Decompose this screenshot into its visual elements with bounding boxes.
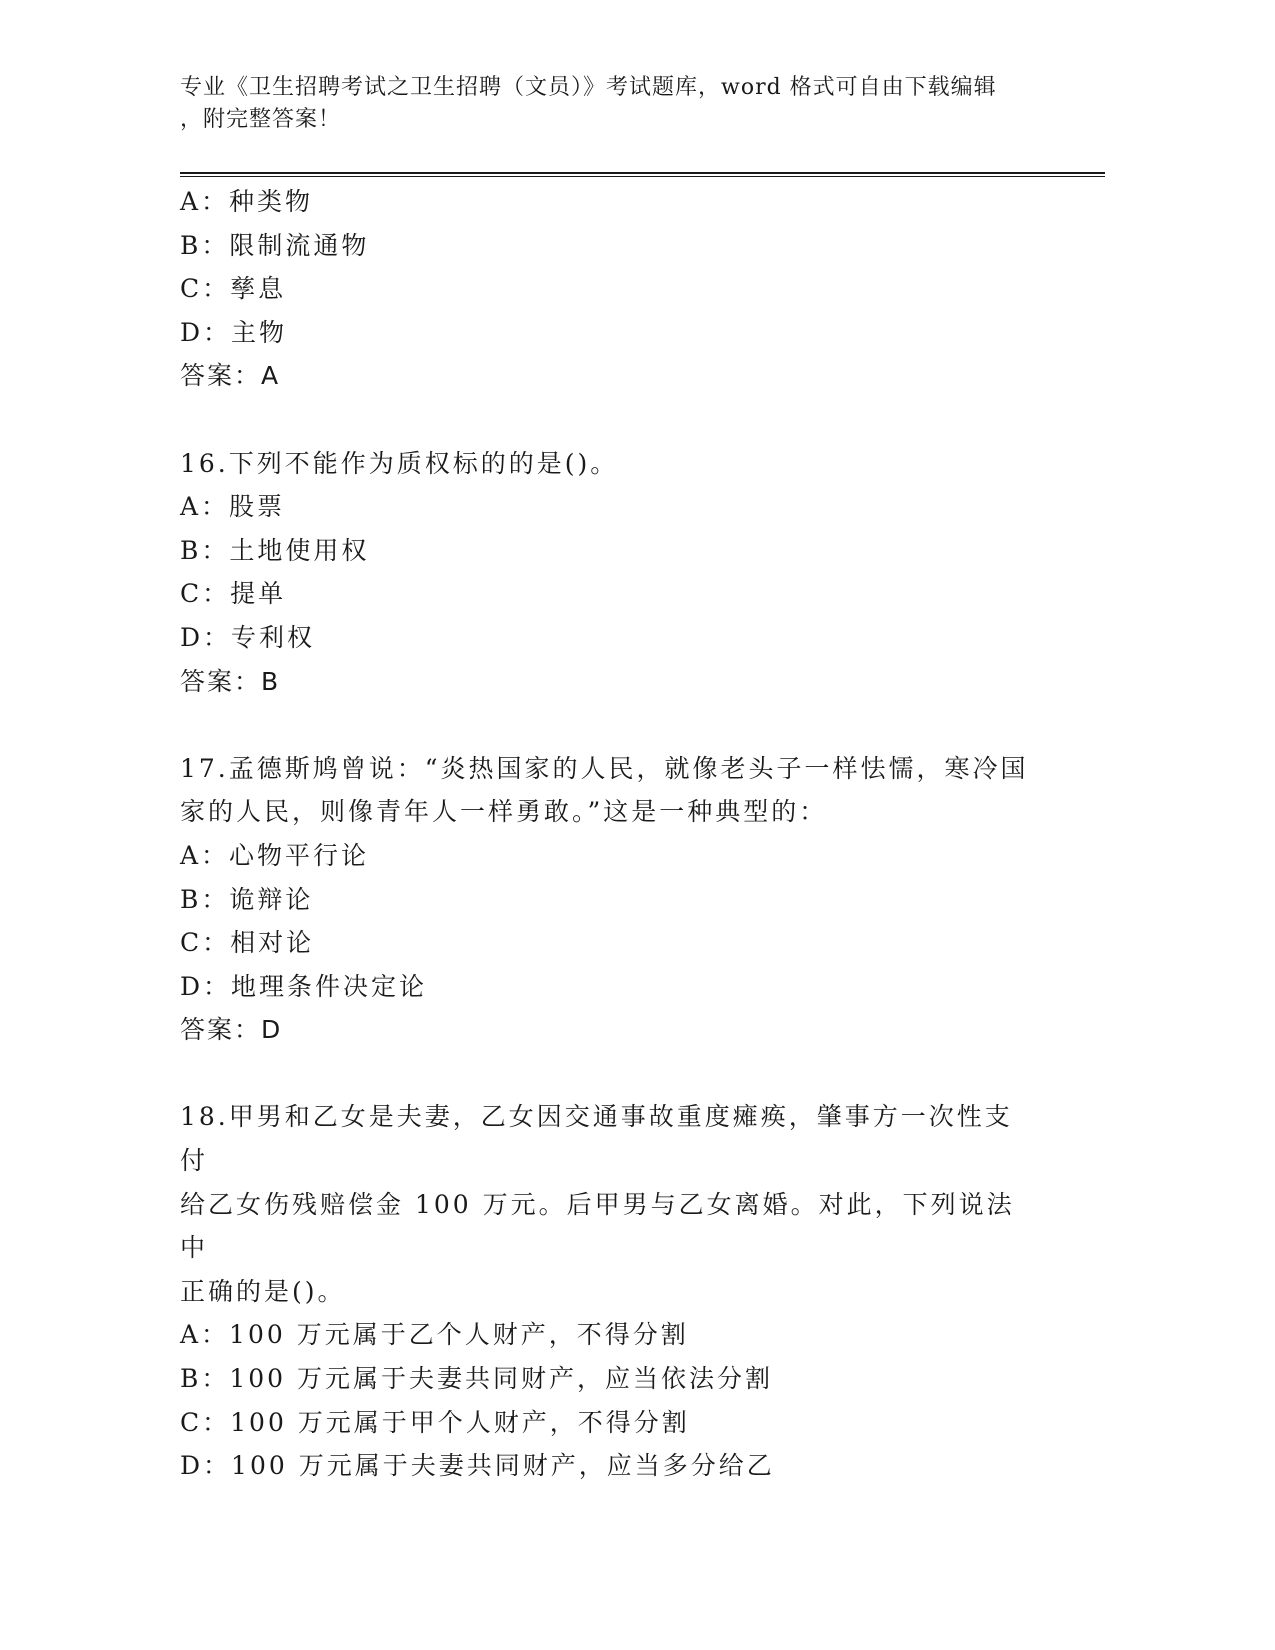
option-d: D：主物	[180, 317, 288, 347]
option-b: B：土地使用权	[180, 535, 370, 565]
document-header	[180, 72, 1040, 136]
question-15-options	[180, 180, 1040, 398]
spacer	[180, 398, 1040, 442]
option-c: C：相对论	[180, 928, 315, 958]
header-title-line-1: 专业《卫生招聘考试之卫生招聘（文员）》考试题库，word 格式可自由下载编辑	[180, 75, 997, 100]
option-b: B：诡辩论	[180, 884, 314, 914]
header-divider	[180, 172, 1105, 177]
spacer	[180, 1052, 1040, 1096]
header-title-line-2: ，附完整答案！	[180, 107, 342, 132]
answer-line: 答案：D	[180, 1015, 283, 1045]
option-d: D：100 万元属于夫妻共同财产，应当多分给乙	[180, 1451, 775, 1481]
spacer	[180, 703, 1040, 747]
question-list	[180, 180, 1040, 1488]
option-d: D：专利权	[180, 622, 316, 652]
question-stem: 16.下列不能作为质权标的的是()。	[180, 448, 619, 478]
answer-line: 答案：A	[180, 361, 281, 391]
question-17	[180, 747, 1040, 1052]
option-c: C：孳息	[180, 274, 287, 304]
question-stem-line-1: 18.甲男和乙女是夫妻，乙女因交通事故重度瘫痪，肇事方一次性支付	[180, 1102, 1013, 1176]
question-stem-line-3: 正确的是()。	[180, 1276, 346, 1306]
option-a: A：100 万元属于乙个人财产，不得分割	[180, 1320, 689, 1350]
question-18	[180, 1095, 1040, 1487]
question-stem-line-1: 17.孟德斯鸠曾说：“炎热国家的人民，就像老头子一样怯懦，寒冷国	[180, 753, 1029, 783]
option-b: B：100 万元属于夫妻共同财产，应当依法分割	[180, 1364, 774, 1394]
question-stem-line-2: 给乙女伤残赔偿金 100 万元。后甲男与乙女离婚。对此，下列说法中	[180, 1189, 1015, 1263]
answer-line: 答案：B	[180, 666, 281, 696]
option-d: D：地理条件决定论	[180, 971, 428, 1001]
option-a: A：心物平行论	[180, 840, 370, 870]
option-a: A：股票	[180, 492, 286, 522]
question-16	[180, 442, 1040, 704]
option-b: B：限制流通物	[180, 230, 370, 260]
option-a: A：种类物	[180, 187, 314, 216]
option-c: C：提单	[180, 579, 287, 609]
option-c: C：100 万元属于甲个人财产，不得分割	[180, 1407, 690, 1437]
question-stem-line-2: 家的人民，则像青年人一样勇敢。”这是一种典型的：	[180, 797, 828, 827]
